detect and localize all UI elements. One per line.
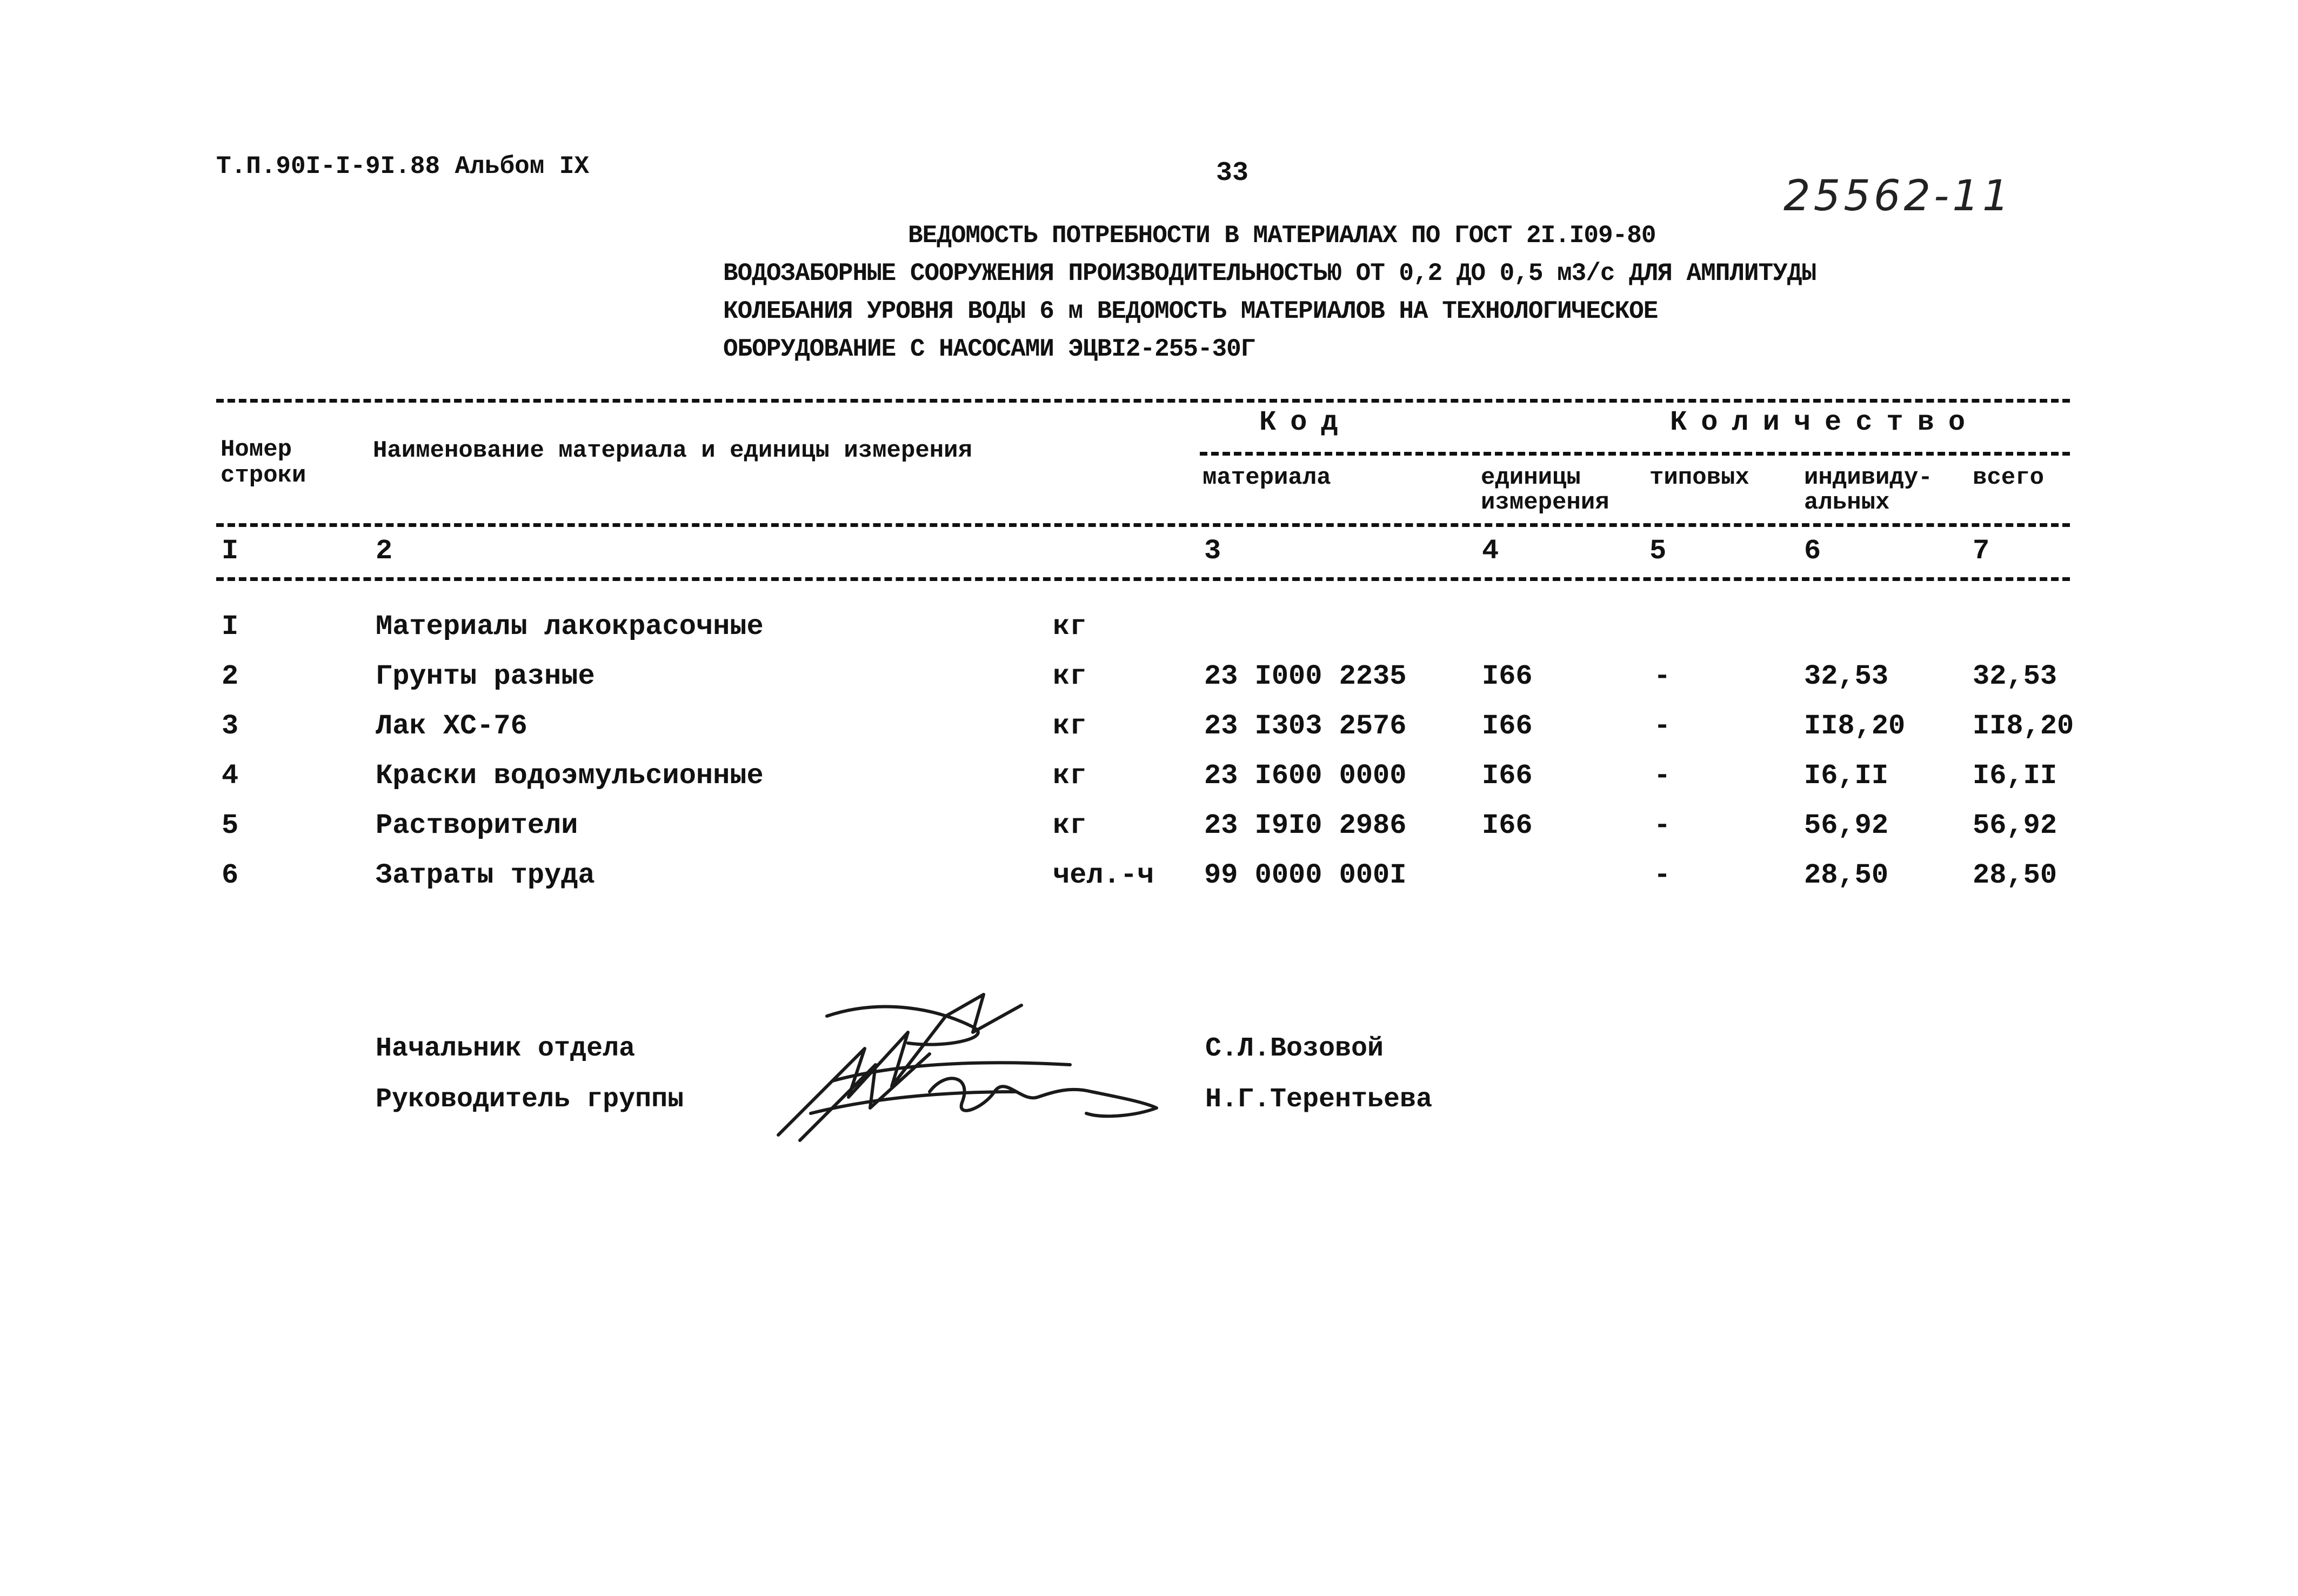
row-name: Лак ХС-76 — [376, 710, 527, 742]
header-total: всего — [1973, 464, 2045, 491]
header-row-no-1: Номер — [221, 436, 292, 463]
colnum-bottom-rule — [216, 577, 2070, 581]
row-typical: - — [1654, 760, 1671, 792]
colnum-3: 3 — [1204, 535, 1221, 567]
row-unit: кг — [1053, 710, 1087, 742]
row-individual: I6,II — [1804, 760, 1889, 792]
row-total: I6,II — [1973, 760, 2057, 792]
page-number: 33 — [1216, 158, 1249, 189]
handwritten-number: 25562-11 — [1783, 172, 2013, 221]
colnum-2: 2 — [376, 535, 393, 567]
row-unit-qty: I66 — [1482, 660, 1533, 692]
row-no: 3 — [222, 710, 239, 742]
header-individual-1: индивиду- — [1804, 464, 1933, 491]
row-unit: кг — [1053, 660, 1087, 692]
signature-name-1: С.Л.Возовой — [1205, 1033, 1384, 1064]
row-total: 56,92 — [1973, 810, 2057, 842]
row-code: 23 I600 0000 — [1204, 760, 1407, 792]
row-typical: - — [1654, 810, 1671, 842]
row-name: Материалы лакокрасочные — [376, 611, 764, 643]
row-name: Затраты труда — [376, 859, 595, 891]
row-code: 23 I9I0 2986 — [1204, 810, 1407, 842]
row-no: 2 — [222, 660, 239, 692]
row-total: 32,53 — [1973, 660, 2057, 692]
row-individual: 28,50 — [1804, 859, 1889, 891]
header-row-no-2: строки — [221, 462, 306, 489]
title-line-1: ВЕДОМОСТЬ ПОТРЕБНОСТИ В МАТЕРИАЛАХ ПО ГОСТ 2I.I09-80 — [908, 222, 1656, 250]
header-name: Наименование материала и единицы измерения — [373, 437, 972, 464]
colnum-6: 6 — [1804, 535, 1821, 567]
row-no: I — [222, 611, 239, 643]
row-typical: - — [1654, 859, 1671, 891]
header-unit-1: единицы — [1481, 464, 1581, 491]
row-unit: кг — [1053, 611, 1087, 643]
table-top-rule — [216, 399, 2070, 403]
row-code: 23 I000 2235 — [1204, 660, 1407, 692]
row-unit-qty: I66 — [1482, 810, 1533, 842]
row-typical: - — [1654, 660, 1671, 692]
colnum-4: 4 — [1482, 535, 1499, 567]
handwritten-signature — [767, 984, 1167, 1157]
header-sub-rule — [1200, 452, 2070, 456]
colnum-5: 5 — [1649, 535, 1667, 567]
header-bottom-rule — [216, 523, 2070, 527]
row-code: 23 I303 2576 — [1204, 710, 1407, 742]
row-unit-qty: I66 — [1482, 710, 1533, 742]
row-total: 28,50 — [1973, 859, 2057, 891]
signature-role-1: Начальник отдела — [376, 1033, 636, 1064]
header-kolichestvo: Количество — [1670, 406, 1980, 438]
header-unit-2: измерения — [1481, 489, 1609, 516]
header-typical: типовых — [1649, 464, 1749, 491]
row-name: Грунты разные — [376, 660, 595, 692]
row-code: 99 0000 000I — [1204, 859, 1407, 891]
row-unit: кг — [1053, 760, 1087, 792]
row-unit: кг — [1053, 810, 1087, 842]
row-no: 5 — [222, 810, 239, 842]
row-unit: чел.-ч — [1053, 859, 1154, 891]
row-no: 4 — [222, 760, 239, 792]
signature-name-2: Н.Г.Терентьева — [1205, 1084, 1433, 1115]
title-line-3: КОЛЕБАНИЯ УРОВНЯ ВОДЫ 6 м ВЕДОМОСТЬ МАТЕРИАЛОВ НА ТЕХНОЛОГИЧЕСКОЕ — [723, 297, 1658, 325]
colnum-1: I — [222, 535, 239, 567]
header-kod-material: материала — [1203, 464, 1331, 491]
row-typical: - — [1654, 710, 1671, 742]
row-unit-qty: I66 — [1482, 760, 1533, 792]
signature-role-2: Руководитель группы — [376, 1084, 684, 1115]
row-individual: II8,20 — [1804, 710, 1906, 742]
row-total: II8,20 — [1973, 710, 2074, 742]
header-kod: Код — [1259, 406, 1352, 438]
title-line-4: ОБОРУДОВАНИЕ С НАСОСАМИ ЭЦВI2-255-30Г — [723, 335, 1255, 363]
row-individual: 32,53 — [1804, 660, 1889, 692]
row-no: 6 — [222, 859, 239, 891]
row-name: Краски водоэмульсионные — [376, 760, 764, 792]
title-line-2: ВОДОЗАБОРНЫЕ СООРУЖЕНИЯ ПРОИЗВОДИТЕЛЬНОСТЬЮ ОТ 0,2 ДО 0,5 м3/с ДЛЯ АМПЛИТУДЫ — [723, 259, 1816, 288]
document-code: Т.П.90I-I-9I.88 Альбом IX — [216, 152, 590, 181]
row-individual: 56,92 — [1804, 810, 1889, 842]
row-name: Растворители — [376, 810, 578, 842]
header-individual-2: альных — [1804, 489, 1890, 516]
colnum-7: 7 — [1973, 535, 1990, 567]
